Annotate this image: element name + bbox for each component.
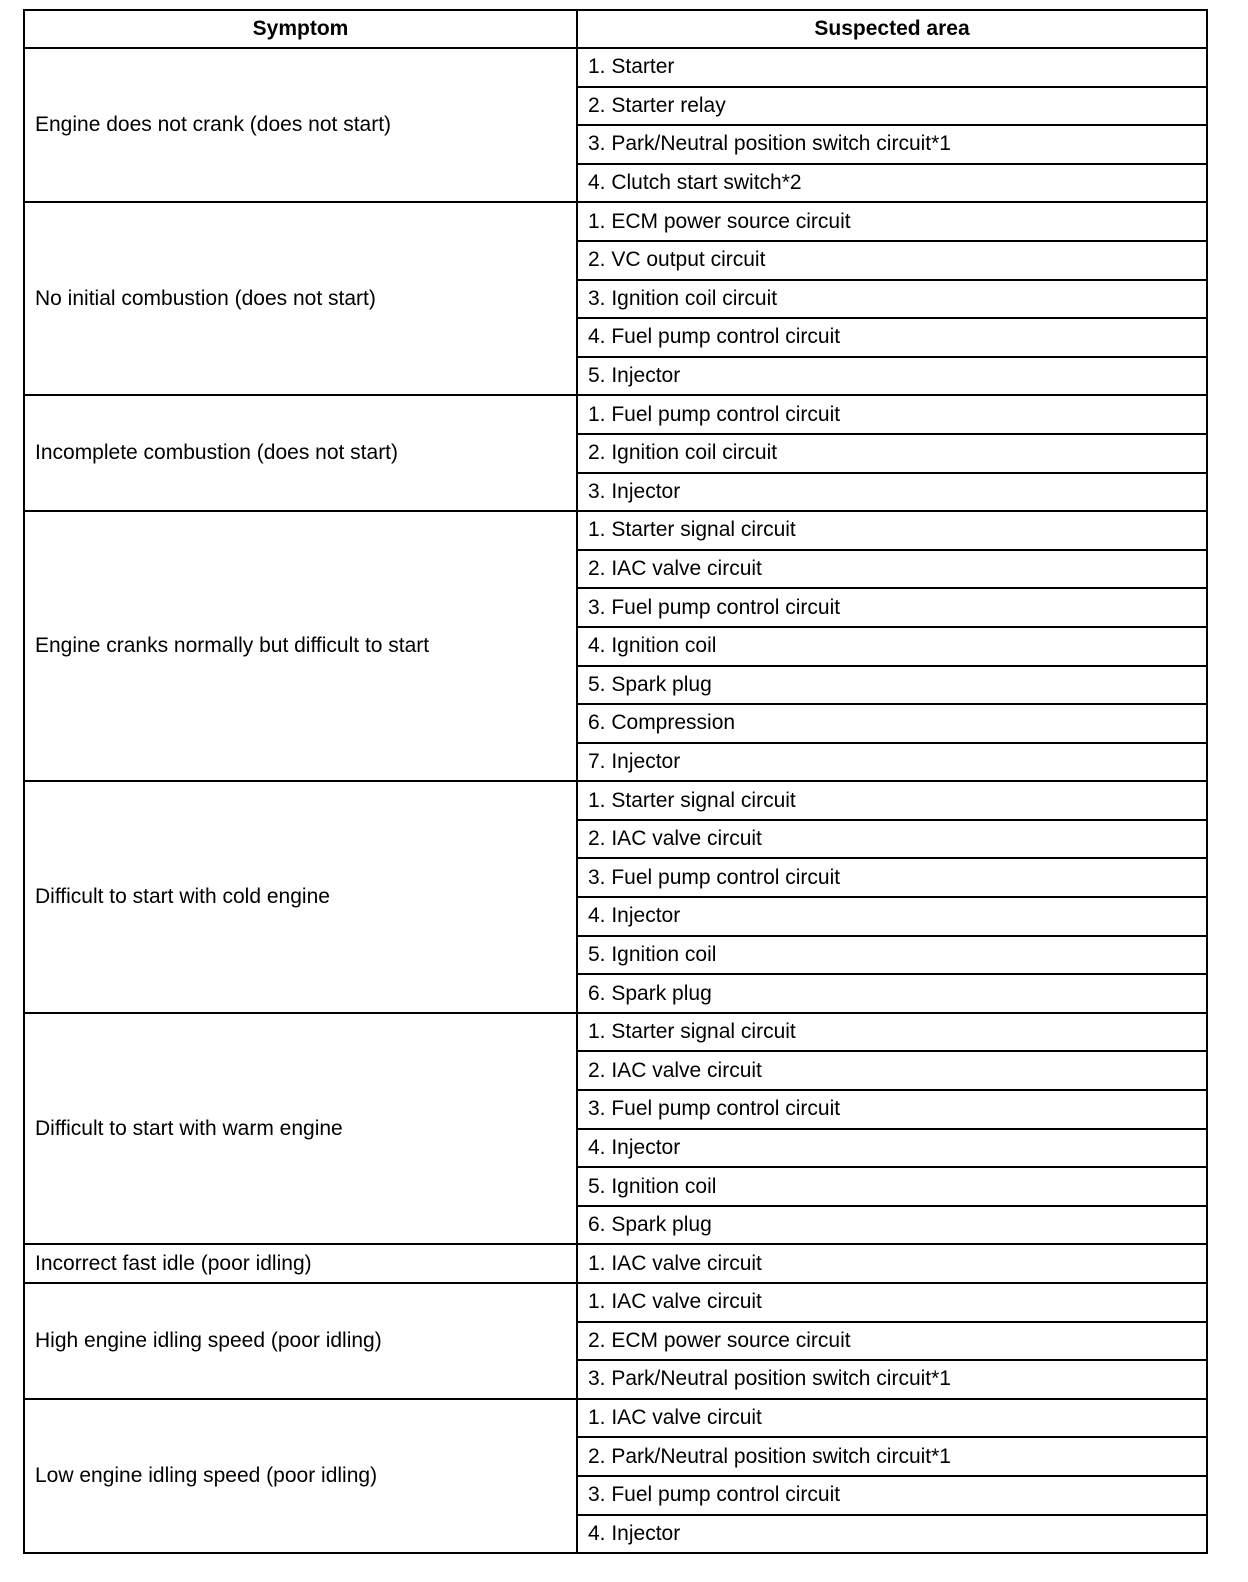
symptom-cell: Difficult to start with warm engine xyxy=(24,1013,577,1245)
table-row xyxy=(24,1013,1207,1052)
suspected-area-cell: 3. Injector xyxy=(577,473,1207,512)
suspected-area-cell: 3. Park/Neutral position switch circuit*1 xyxy=(577,125,1207,164)
table-body xyxy=(24,48,1207,1553)
suspected-area-cell: 2. Starter relay xyxy=(577,87,1207,126)
symptom-cell: Incomplete combustion (does not start) xyxy=(24,395,577,511)
suspected-area-cell: 3. Fuel pump control circuit xyxy=(577,1090,1207,1129)
suspected-area-cell: 4. Fuel pump control circuit xyxy=(577,318,1207,357)
suspected-area-cell: 6. Compression xyxy=(577,704,1207,743)
suspected-area-cell: 4. Injector xyxy=(577,897,1207,936)
suspected-area-cell: 1. IAC valve circuit xyxy=(577,1399,1207,1438)
suspected-area-cell: 2. IAC valve circuit xyxy=(577,1051,1207,1090)
table-row xyxy=(24,202,1207,241)
suspected-area-cell: 3. Fuel pump control circuit xyxy=(577,858,1207,897)
suspected-area-cell: 6. Spark plug xyxy=(577,1206,1207,1245)
suspected-area-cell: 4. Ignition coil xyxy=(577,627,1207,666)
table-row xyxy=(24,48,1207,87)
suspected-area-cell: 1. Starter signal circuit xyxy=(577,781,1207,820)
symptom-cell: No initial combustion (does not start) xyxy=(24,202,577,395)
suspected-area-cell: 4. Injector xyxy=(577,1515,1207,1554)
suspected-area-cell: 5. Spark plug xyxy=(577,666,1207,705)
suspected-area-cell: 2. IAC valve circuit xyxy=(577,550,1207,589)
suspected-area-cell: 1. Starter signal circuit xyxy=(577,511,1207,550)
suspected-area-cell: 5. Ignition coil xyxy=(577,936,1207,975)
suspected-area-cell: 2. ECM power source circuit xyxy=(577,1322,1207,1361)
suspected-area-cell: 1. IAC valve circuit xyxy=(577,1244,1207,1283)
suspected-area-cell: 3. Fuel pump control circuit xyxy=(577,1476,1207,1515)
table-row xyxy=(24,1283,1207,1322)
suspected-area-cell: 1. Fuel pump control circuit xyxy=(577,395,1207,434)
table-row xyxy=(24,395,1207,434)
header-row xyxy=(24,10,1207,48)
suspected-area-cell: 3. Ignition coil circuit xyxy=(577,280,1207,319)
suspected-area-cell: 4. Clutch start switch*2 xyxy=(577,164,1207,203)
suspected-area-cell: 5. Injector xyxy=(577,357,1207,396)
suspected-area-cell: 1. ECM power source circuit xyxy=(577,202,1207,241)
suspected-area-cell: 3. Fuel pump control circuit xyxy=(577,588,1207,627)
suspected-area-cell: 3. Park/Neutral position switch circuit*1 xyxy=(577,1360,1207,1399)
suspected-area-cell: 2. Ignition coil circuit xyxy=(577,434,1207,473)
suspected-area-cell: 2. VC output circuit xyxy=(577,241,1207,280)
symptom-cell: Low engine idling speed (poor idling) xyxy=(24,1399,577,1553)
suspected-area-cell: 7. Injector xyxy=(577,743,1207,782)
suspected-area-cell: 5. Ignition coil xyxy=(577,1167,1207,1206)
suspected-area-cell: 4. Injector xyxy=(577,1129,1207,1168)
symptom-cell: Incorrect fast idle (poor idling) xyxy=(24,1244,577,1283)
symptom-cell: Difficult to start with cold engine xyxy=(24,781,577,1013)
symptom-cell: High engine idling speed (poor idling) xyxy=(24,1283,577,1399)
table-row xyxy=(24,781,1207,820)
suspected-area-cell: 2. Park/Neutral position switch circuit*1 xyxy=(577,1437,1207,1476)
symptom-cell: Engine cranks normally but difficult to start xyxy=(24,511,577,781)
header-suspected-area: Suspected area xyxy=(577,10,1207,48)
suspected-area-cell: 2. IAC valve circuit xyxy=(577,820,1207,859)
table-row xyxy=(24,511,1207,550)
table-row xyxy=(24,1244,1207,1283)
suspected-area-cell: 1. Starter xyxy=(577,48,1207,87)
symptom-cell: Engine does not crank (does not start) xyxy=(24,48,577,202)
suspected-area-cell: 1. IAC valve circuit xyxy=(577,1283,1207,1322)
table-row xyxy=(24,1399,1207,1438)
header-symptom: Symptom xyxy=(24,10,577,48)
suspected-area-cell: 1. Starter signal circuit xyxy=(577,1013,1207,1052)
symptom-table xyxy=(23,9,1208,1554)
suspected-area-cell: 6. Spark plug xyxy=(577,974,1207,1013)
